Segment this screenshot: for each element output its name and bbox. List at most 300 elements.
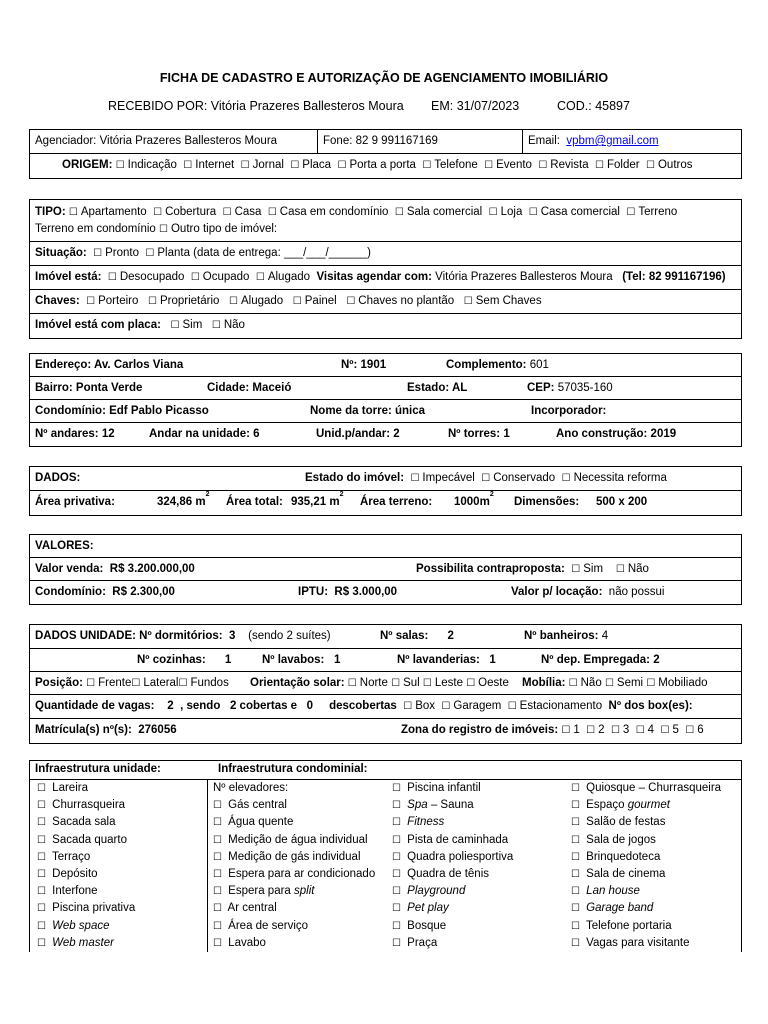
checkbox-icon[interactable] bbox=[392, 937, 404, 949]
option-label: Desocupado bbox=[119, 271, 185, 283]
infra-cond-fitness[interactable] bbox=[392, 814, 513, 831]
infra-cond-vagas-para-visitante[interactable] bbox=[571, 935, 721, 952]
tipo-cobertura[interactable] bbox=[153, 206, 216, 218]
checkbox-icon[interactable] bbox=[86, 295, 98, 307]
checkbox-outro-tipo[interactable] bbox=[159, 223, 171, 235]
ocupacao-alugado[interactable] bbox=[256, 271, 310, 283]
chaves-painel[interactable] bbox=[293, 295, 337, 307]
infra-unidade-lareira[interactable] bbox=[37, 780, 135, 797]
zona-3[interactable] bbox=[611, 724, 629, 736]
received-date: EM: 31/07/2023 bbox=[431, 99, 520, 113]
checkbox-icon[interactable] bbox=[571, 920, 583, 932]
infra-col-1 bbox=[37, 780, 135, 952]
area-privativa-value: 324,86 $m^2$ bbox=[157, 491, 210, 508]
checkbox-icon[interactable] bbox=[616, 563, 628, 575]
option-label: Pet play bbox=[407, 902, 449, 915]
checkbox-icon[interactable] bbox=[213, 902, 225, 914]
checkbox-icon[interactable] bbox=[337, 159, 349, 171]
orientacao-sul[interactable] bbox=[391, 677, 420, 689]
placa-nao[interactable] bbox=[212, 319, 245, 331]
option-label: 6 bbox=[697, 724, 704, 736]
option-label: Sala comercial bbox=[406, 206, 483, 218]
checkbox-icon[interactable] bbox=[571, 799, 583, 811]
infra-unidade-terraco[interactable] bbox=[37, 849, 135, 866]
placa-sim[interactable] bbox=[171, 319, 203, 331]
infra-cond-espera-para-split[interactable] bbox=[213, 883, 375, 900]
checkbox-icon[interactable] bbox=[605, 677, 617, 689]
option-label: Sul bbox=[403, 677, 420, 689]
option-label: Impecável bbox=[422, 472, 475, 484]
option-label: Chaves no plantão bbox=[358, 295, 455, 307]
origem-jornal[interactable] bbox=[241, 159, 284, 171]
orientacao-oeste[interactable] bbox=[466, 677, 509, 689]
checkbox-icon[interactable] bbox=[290, 159, 302, 171]
infra-cond-pet-play[interactable] bbox=[392, 900, 513, 917]
checkbox-icon[interactable] bbox=[441, 700, 453, 712]
option-label: Lan house bbox=[586, 885, 640, 898]
posicao-frente[interactable] bbox=[86, 677, 131, 689]
checkbox-icon[interactable] bbox=[392, 816, 404, 828]
origem-row: ORIGEM: ☐ Indicação ☐ Internet ☐ Jornal ☐ Placa ☐ Porta a porta ☐ Telefone ☐ Evento ☐ Revista ☐ Folder ☐ Outros bbox=[62, 154, 699, 177]
checkbox-icon[interactable] bbox=[241, 159, 253, 171]
checkbox-icon[interactable] bbox=[538, 159, 550, 171]
checkbox-icon[interactable] bbox=[636, 724, 648, 736]
option-label: Apartamento bbox=[80, 206, 147, 218]
option-label: Telefone bbox=[434, 159, 478, 171]
tipo-sala-comercial[interactable] bbox=[395, 206, 482, 218]
checkbox-icon[interactable] bbox=[481, 472, 493, 484]
option-label: Bosque bbox=[407, 919, 447, 932]
infra-cond-medicao-de-gas-individual[interactable] bbox=[213, 849, 375, 866]
checkbox-icon[interactable] bbox=[213, 834, 225, 846]
option-label: Spa – Sauna bbox=[407, 799, 474, 812]
checkbox-icon[interactable] bbox=[37, 868, 49, 880]
option-label: Lareira bbox=[52, 782, 88, 794]
option-label: Quiosque – Churrasqueira bbox=[586, 782, 722, 794]
checkbox-icon[interactable] bbox=[213, 816, 225, 828]
option-label: Não bbox=[627, 563, 649, 575]
option-label: Casa comercial bbox=[540, 206, 620, 218]
infra-unidade-web-space[interactable] bbox=[37, 918, 135, 935]
option-label: Sim bbox=[182, 319, 203, 331]
option-label: Espera para ar condicionado bbox=[228, 867, 376, 880]
checkbox-icon[interactable] bbox=[37, 834, 49, 846]
zona-row: Zona do registro de imóveis: ☐ 1 ☐ 2 ☐ 3 ☐ 4 ☐ 5 ☐ 6 bbox=[401, 719, 710, 742]
tipo-casa-comercial[interactable] bbox=[529, 206, 620, 218]
infra-cond-sala-de-cinema[interactable] bbox=[571, 866, 721, 883]
checkbox-icon[interactable] bbox=[508, 700, 520, 712]
option-label: Área de serviço bbox=[228, 919, 309, 932]
option-label: Semi bbox=[616, 677, 644, 689]
infra-cond-ar-central[interactable] bbox=[213, 900, 375, 917]
tipo-terreno[interactable] bbox=[626, 206, 677, 218]
zona-2[interactable] bbox=[586, 724, 604, 736]
tipo-terreno-condominio: Terreno em condomínio bbox=[35, 223, 156, 235]
checkbox-icon[interactable] bbox=[626, 206, 638, 218]
infra-cond-lan-house[interactable] bbox=[571, 883, 721, 900]
option-label: Oeste bbox=[478, 677, 509, 689]
option-label: Não bbox=[223, 319, 245, 331]
option-label: Frente bbox=[98, 677, 132, 689]
checkbox-icon[interactable] bbox=[423, 677, 435, 689]
vaga-box[interactable] bbox=[403, 700, 435, 712]
infra-cond-spa-sauna[interactable] bbox=[392, 797, 513, 814]
checkbox-icon[interactable] bbox=[571, 868, 583, 880]
zona-5[interactable] bbox=[660, 724, 678, 736]
checkbox-icon[interactable] bbox=[586, 724, 598, 736]
infra-col-2 bbox=[213, 780, 375, 952]
option-label: Churrasqueira bbox=[52, 799, 126, 812]
checkbox-icon[interactable] bbox=[392, 902, 404, 914]
option-label: Pista de caminhada bbox=[407, 833, 509, 846]
infra-cond-salao-de-festas[interactable] bbox=[571, 814, 721, 831]
cozinhas: Nº cozinhas: 1 bbox=[137, 654, 232, 666]
infra-col-3 bbox=[392, 780, 513, 952]
checkbox-icon[interactable] bbox=[37, 902, 49, 914]
dimensoes-label: Dimensões: bbox=[514, 496, 580, 508]
option-label: Leste bbox=[434, 677, 463, 689]
estado: Estado: AL bbox=[407, 382, 468, 394]
posicao-lateral[interactable] bbox=[131, 677, 178, 689]
form-code: COD.: 45897 bbox=[557, 99, 630, 113]
checkbox-icon[interactable] bbox=[571, 885, 583, 897]
contraproposta-row: Possibilita contraproposta: ☐ Sim ☐ Não bbox=[416, 558, 662, 581]
checkbox-icon[interactable] bbox=[660, 724, 672, 736]
bairro: Bairro: Ponta Verde bbox=[35, 382, 143, 394]
checkbox-icon[interactable] bbox=[403, 700, 415, 712]
option-label: Loja bbox=[500, 206, 523, 218]
option-label: Alugado bbox=[267, 271, 311, 283]
infra-section bbox=[29, 760, 742, 952]
contraproposta-sim[interactable] bbox=[571, 563, 603, 575]
option-label: Web space bbox=[52, 919, 110, 932]
tipo-loja[interactable] bbox=[489, 206, 523, 218]
option-label: Outros bbox=[657, 159, 693, 171]
infra-cond-area-de-servico[interactable] bbox=[213, 918, 375, 935]
dimensoes-value: 500 x 200 bbox=[596, 496, 648, 508]
checkbox-pronto[interactable] bbox=[93, 247, 105, 259]
option-label: Jornal bbox=[252, 159, 284, 171]
dados-label: DADOS: bbox=[35, 472, 81, 484]
option-label: Revista bbox=[550, 159, 589, 171]
area-terreno-value: $1000m^2$ bbox=[454, 491, 494, 508]
infra-unidade-interfone[interactable] bbox=[37, 883, 135, 900]
checkbox-icon[interactable] bbox=[268, 206, 280, 218]
origem-porta-a-porta[interactable] bbox=[337, 159, 415, 171]
infra-cond-quadra-de-tenis[interactable] bbox=[392, 866, 513, 883]
mobilia-nao[interactable] bbox=[569, 677, 602, 689]
valor-venda: Valor venda: R$ 3.200.000,00 bbox=[35, 563, 195, 575]
option-label: Sem Chaves bbox=[475, 295, 542, 307]
checkbox-icon[interactable] bbox=[37, 851, 49, 863]
form-title: FICHA DE CADASTRO E AUTORIZAÇÃO DE AGENCIAMENTO IMOBILIÁRIO bbox=[159, 71, 609, 85]
infra-cond-pista-de-caminhada[interactable] bbox=[392, 832, 513, 849]
option-label: 4 bbox=[647, 724, 655, 736]
imovel-esta-row: Imóvel está: ☐ Desocupado ☐ Ocupado ☐ Alugado Visitas agendar com: Vitória Prazeres Ballesteros Moura (Tel: 82 991167196) bbox=[35, 266, 726, 289]
unidade-section bbox=[29, 624, 742, 744]
ano-construcao: Ano construção: 2019 bbox=[556, 428, 677, 440]
checkbox-icon[interactable] bbox=[571, 937, 583, 949]
checkbox-icon[interactable] bbox=[213, 851, 225, 863]
checkbox-icon[interactable] bbox=[183, 159, 195, 171]
infra-cond-bosque[interactable] bbox=[392, 918, 513, 935]
condominio-valor: Condomínio: R$ 2.300,00 bbox=[35, 586, 175, 598]
valores-section bbox=[29, 534, 742, 605]
checkbox-icon[interactable] bbox=[595, 159, 607, 171]
checkbox-icon[interactable] bbox=[484, 159, 496, 171]
option-label: Box bbox=[415, 700, 436, 712]
option-label: Fitness bbox=[407, 816, 445, 829]
origem-indicacao[interactable] bbox=[116, 159, 177, 171]
option-label: Evento bbox=[496, 159, 532, 171]
mobilia-row: Mobília: ☐ Não ☐ Semi ☐ Mobiliado bbox=[522, 672, 708, 695]
estado-imovel-impecavel[interactable] bbox=[410, 472, 474, 484]
mobilia-mobiliado[interactable] bbox=[646, 677, 707, 689]
checkbox-icon[interactable] bbox=[466, 677, 478, 689]
infra-cond-garage-band[interactable] bbox=[571, 900, 721, 917]
checkbox-icon[interactable] bbox=[569, 677, 581, 689]
option-label: Sala de cinema bbox=[586, 867, 666, 880]
checkbox-icon[interactable] bbox=[646, 159, 658, 171]
option-label: Piscina infantil bbox=[407, 782, 481, 794]
infra-unidade-deposito[interactable] bbox=[37, 866, 135, 883]
zona-6[interactable] bbox=[685, 724, 703, 736]
zona-4[interactable] bbox=[636, 724, 654, 736]
checkbox-icon[interactable] bbox=[571, 816, 583, 828]
option-label: 1 bbox=[573, 724, 580, 736]
checkbox-icon[interactable] bbox=[464, 295, 476, 307]
checkbox-icon[interactable] bbox=[213, 868, 225, 880]
checkbox-icon[interactable] bbox=[571, 902, 583, 914]
checkbox-icon[interactable] bbox=[489, 206, 501, 218]
chaves-proprietario[interactable] bbox=[148, 295, 219, 307]
tipo-casa-em-condominio[interactable] bbox=[268, 206, 389, 218]
checkbox-icon[interactable] bbox=[153, 206, 165, 218]
checkbox-icon[interactable] bbox=[392, 782, 404, 794]
origem-placa[interactable] bbox=[290, 159, 331, 171]
origem-outros[interactable] bbox=[646, 159, 692, 171]
checkbox-icon[interactable] bbox=[571, 834, 583, 846]
origem-revista[interactable] bbox=[538, 159, 588, 171]
option-label: Cobertura bbox=[165, 206, 217, 218]
checkbox-icon[interactable] bbox=[392, 834, 404, 846]
checkbox-icon[interactable] bbox=[37, 885, 49, 897]
checkbox-icon[interactable] bbox=[392, 868, 404, 880]
option-label: Lavabo bbox=[228, 936, 266, 949]
checkbox-icon[interactable] bbox=[571, 782, 583, 794]
checkbox-icon[interactable] bbox=[213, 937, 225, 949]
infra-cond-espera-para-ar-condicionado[interactable] bbox=[213, 866, 375, 883]
checkbox-icon[interactable] bbox=[391, 677, 403, 689]
infra-cond-playground[interactable] bbox=[392, 883, 513, 900]
orientacao-norte[interactable] bbox=[348, 677, 388, 689]
checkbox-icon[interactable] bbox=[37, 937, 49, 949]
checkbox-icon[interactable] bbox=[529, 206, 541, 218]
checkbox-icon[interactable] bbox=[148, 295, 160, 307]
infra-condominial-label: Infraestrutura condominial: bbox=[218, 763, 368, 775]
checkbox-icon[interactable] bbox=[223, 206, 235, 218]
infra-cond-quiosque-churrasqueira[interactable] bbox=[571, 780, 721, 797]
checkbox-icon[interactable] bbox=[213, 920, 225, 932]
estado-imovel-necessita-reforma[interactable] bbox=[562, 472, 667, 484]
ocupacao-desocupado[interactable] bbox=[108, 271, 185, 283]
checkbox-icon[interactable] bbox=[191, 271, 203, 283]
dados-section bbox=[29, 466, 742, 516]
checkbox-icon[interactable] bbox=[213, 799, 225, 811]
infra-col-4 bbox=[571, 780, 721, 952]
infra-unidade-web-master[interactable] bbox=[37, 935, 135, 952]
infra-unidade-piscina-privativa[interactable] bbox=[37, 900, 135, 917]
infra-unidade-sacada-quarto[interactable] bbox=[37, 832, 135, 849]
checkbox-icon[interactable] bbox=[346, 295, 358, 307]
option-label: Espaço gourmet bbox=[586, 799, 670, 812]
checkbox-icon[interactable] bbox=[392, 799, 404, 811]
option-label: Internet bbox=[195, 159, 235, 171]
infra-cond-brinquedoteca[interactable] bbox=[571, 849, 721, 866]
checkbox-icon[interactable] bbox=[422, 159, 434, 171]
cep: CEP: 57035-160 bbox=[527, 382, 613, 394]
ocupacao-ocupado[interactable] bbox=[191, 271, 250, 283]
checkbox-icon[interactable] bbox=[571, 851, 583, 863]
checkbox-icon[interactable] bbox=[37, 920, 49, 932]
infra-cond-praca[interactable] bbox=[392, 935, 513, 952]
chaves-porteiro[interactable] bbox=[86, 295, 138, 307]
checkbox-icon[interactable] bbox=[179, 677, 191, 689]
contraproposta-nao[interactable] bbox=[616, 563, 649, 575]
option-label: Ar central bbox=[227, 902, 277, 915]
checkbox-icon[interactable] bbox=[256, 271, 268, 283]
agent-name: Agenciador: Vitória Prazeres Ballesteros Moura bbox=[35, 135, 278, 147]
estado-imovel-conservado[interactable] bbox=[481, 472, 555, 484]
option-label: Garagem bbox=[453, 700, 502, 712]
infra-elevadores: Nº elevadores: bbox=[213, 782, 289, 794]
option-label: Alugado bbox=[240, 295, 284, 307]
posicao-row: Posição: ☐ Frente☐ Lateral☐ Fundos bbox=[35, 672, 229, 695]
checkbox-icon[interactable] bbox=[171, 319, 183, 331]
infra-unidade-label: Infraestrutura unidade: bbox=[35, 763, 161, 775]
checkbox-icon[interactable] bbox=[86, 677, 98, 689]
chaves-sem-chaves[interactable] bbox=[464, 295, 542, 307]
zona-1[interactable] bbox=[561, 724, 579, 736]
infra-cond-quadra-poliesportiva[interactable] bbox=[392, 849, 513, 866]
checkbox-planta[interactable] bbox=[145, 247, 157, 259]
checkbox-icon[interactable] bbox=[611, 724, 623, 736]
checkbox-icon[interactable] bbox=[37, 799, 49, 811]
checkbox-icon[interactable] bbox=[69, 206, 81, 218]
checkbox-icon[interactable] bbox=[392, 885, 404, 897]
andares: Nº andares: 12 bbox=[35, 428, 115, 440]
torres: Nº torres: 1 bbox=[448, 428, 510, 440]
option-label: Sacada quarto bbox=[52, 833, 127, 846]
tipo-casa[interactable] bbox=[223, 206, 262, 218]
origem-internet[interactable] bbox=[183, 159, 234, 171]
orientacao-leste[interactable] bbox=[423, 677, 463, 689]
agent-section bbox=[29, 129, 742, 179]
checkbox-icon[interactable] bbox=[213, 885, 225, 897]
lavabos: Nº lavabos: 1 bbox=[262, 654, 341, 666]
mobilia-semi[interactable] bbox=[605, 677, 643, 689]
banheiros: Nº banheiros: 4 bbox=[524, 630, 609, 642]
infra-unidade-churrasqueira[interactable] bbox=[37, 797, 135, 814]
infra-cond-gas-central[interactable] bbox=[213, 797, 375, 814]
checkbox-icon[interactable] bbox=[131, 677, 143, 689]
checkbox-icon[interactable] bbox=[348, 677, 360, 689]
email-link[interactable]: vpbm@gmail.com bbox=[566, 135, 659, 147]
option-label: Playground bbox=[407, 885, 466, 898]
option-label: Sacada sala bbox=[52, 816, 116, 829]
option-label: Casa em condomínio bbox=[279, 206, 389, 218]
option-label: Proprietário bbox=[159, 295, 220, 307]
vaga-estacionamento[interactable] bbox=[508, 700, 602, 712]
outro-tipo-label: Outro tipo de imóvel: bbox=[170, 223, 278, 235]
condominio: Condomínio: Edf Pablo Picasso bbox=[35, 405, 209, 417]
infra-cond-lavabo[interactable] bbox=[213, 935, 375, 952]
checkbox-icon[interactable] bbox=[37, 816, 49, 828]
checkbox-icon[interactable] bbox=[392, 920, 404, 932]
option-label: Água quente bbox=[228, 816, 294, 829]
checkbox-icon[interactable] bbox=[571, 563, 583, 575]
posicao-fundos[interactable] bbox=[179, 677, 229, 689]
valor-locacao: Valor p/ locação: não possui bbox=[511, 586, 665, 598]
infra-cond-espaco-gourmet[interactable] bbox=[571, 797, 721, 814]
endereco: Endereço: Av. Carlos Viana bbox=[35, 359, 184, 371]
valores-label: VALORES: bbox=[35, 540, 94, 552]
tipo-apartamento[interactable] bbox=[69, 206, 147, 218]
option-label: Norte bbox=[359, 677, 388, 689]
checkbox-icon[interactable] bbox=[229, 295, 241, 307]
checkbox-icon[interactable] bbox=[646, 677, 658, 689]
infra-cond-agua-quente[interactable] bbox=[213, 814, 375, 831]
infra-unidade-sacada-sala[interactable] bbox=[37, 814, 135, 831]
checkbox-icon[interactable] bbox=[116, 159, 128, 171]
infra-cond-telefone-portaria[interactable] bbox=[571, 918, 721, 935]
checkbox-icon[interactable] bbox=[562, 472, 574, 484]
checkbox-icon[interactable] bbox=[685, 724, 697, 736]
vaga-garagem[interactable] bbox=[441, 700, 501, 712]
origem-telefone[interactable] bbox=[422, 159, 477, 171]
infra-cond-medicao-de-agua-individual[interactable] bbox=[213, 832, 375, 849]
option-label: Terreno bbox=[638, 206, 678, 218]
checkbox-icon[interactable] bbox=[37, 782, 49, 794]
option-label: Indicação bbox=[127, 159, 177, 171]
option-label: Web master bbox=[52, 936, 114, 949]
checkbox-icon[interactable] bbox=[410, 472, 422, 484]
option-label: Terraço bbox=[51, 850, 91, 863]
numero: Nº: 1901 bbox=[341, 359, 387, 371]
endereco-section bbox=[29, 353, 742, 447]
checkbox-icon[interactable] bbox=[293, 295, 305, 307]
option-label: Garage band bbox=[586, 902, 654, 915]
infra-cond-sala-de-jogos[interactable] bbox=[571, 832, 721, 849]
checkbox-icon[interactable] bbox=[561, 724, 573, 736]
option-label: Gás central bbox=[228, 799, 287, 812]
chaves-alugado[interactable] bbox=[229, 295, 283, 307]
origem-evento[interactable] bbox=[484, 159, 532, 171]
chaves-chaves-no-plantao[interactable] bbox=[346, 295, 454, 307]
option-label: Conservado bbox=[493, 472, 556, 484]
dep-empregada: Nº dep. Empregada: 2 bbox=[541, 654, 660, 666]
infra-cond-piscina-infantil[interactable] bbox=[392, 780, 513, 797]
lavanderias: Nº lavanderias: 1 bbox=[397, 654, 496, 666]
checkbox-icon[interactable] bbox=[392, 851, 404, 863]
origem-folder[interactable] bbox=[595, 159, 640, 171]
checkbox-icon[interactable] bbox=[212, 319, 224, 331]
received-by: RECEBIDO POR: Vitória Prazeres Ballesteros Moura bbox=[108, 99, 404, 113]
checkbox-icon[interactable] bbox=[395, 206, 407, 218]
checkbox-icon[interactable] bbox=[108, 271, 120, 283]
option-label: 5 bbox=[672, 724, 679, 736]
andar-unidade: Andar na unidade: 6 bbox=[149, 428, 260, 440]
